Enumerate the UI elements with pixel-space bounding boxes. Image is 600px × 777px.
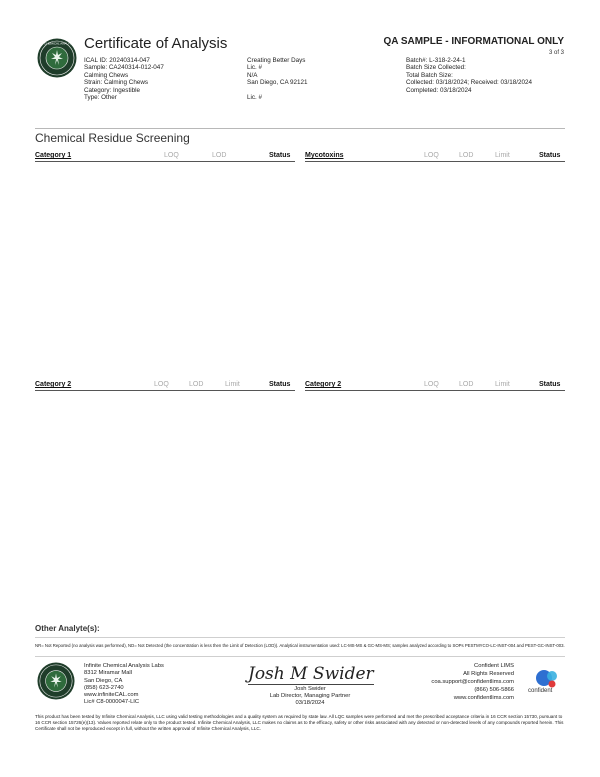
other-analytes-divider [35, 637, 565, 638]
sample-id: Sample: CA240314-012-047 [84, 64, 164, 72]
footer-divider [35, 656, 565, 657]
category: Category: Ingestible [84, 86, 141, 94]
column-status: Status [539, 152, 561, 159]
total-batch-size: Total Batch Size: [406, 71, 453, 79]
confident-phone: (866) 506-5866 [474, 686, 514, 693]
strain: Strain: Calming Chews [84, 79, 149, 87]
other-analytes-heading: Other Analyte(s): [35, 624, 100, 633]
column-loq: LOQ [154, 381, 169, 388]
column-limit: Limit [495, 152, 510, 159]
client-na: N/A [247, 71, 258, 79]
product-name: Calming Chews [84, 71, 129, 79]
lab-website: www.infiniteCAL.com [84, 692, 139, 699]
type: Type: Other [84, 94, 117, 102]
column-category: Mycotoxins [305, 152, 344, 159]
client-city: San Diego, CA 92121 [247, 79, 308, 87]
sample-info-column-1 [84, 57, 164, 101]
table-header-category-1 [35, 151, 295, 160]
client-license: Lic. # [247, 64, 263, 72]
column-loq: LOQ [424, 381, 439, 388]
collected-received: Collected: 03/18/2024; Received: 03/18/2024 [406, 79, 533, 87]
table-header-rule [305, 161, 565, 162]
sample-info-column-2 [247, 57, 308, 101]
lab-city: San Diego, CA [84, 677, 123, 684]
document-title: Certificate of Analysis [84, 35, 228, 52]
signature-image [242, 660, 372, 684]
column-loq: LOQ [424, 152, 439, 159]
column-lod: LOD [459, 381, 474, 388]
qa-sample-label: QA SAMPLE - INFORMATIONAL ONLY [383, 36, 564, 47]
table-header-mycotoxins [305, 151, 565, 160]
column-loq: LOQ [164, 152, 179, 159]
batch-number: Batch#: L-318-2-24-1 [406, 57, 466, 64]
client-name: Creating Better Days [247, 57, 306, 64]
legal-disclaimer: This product has been tested by Infinite Chemical Analysis, LLC using valid testing methodologies and a quality system as required by state law. All LQC samples were performed and met the prescribed acceptance criteria in 16 CCR section 15730, pursuant to 16 CCR section 15726(e)(13). Values reported relate only to the product tested. Infinite Chemical Analysis, LLC makes no claims as to the efficacy, safety or other risks associated with any detected or non-detected levels of any compounds reported herein. This Certificate shall not be reproduced except in full, without the written approval of Infinite Chemical Analysis, LLC. [35, 714, 564, 731]
column-status: Status [539, 381, 561, 388]
confident-website: www.confidentlims.com [453, 694, 514, 701]
lab-phone: (858) 623-2740 [84, 684, 124, 691]
column-lod: LOD [459, 152, 474, 159]
lab-license: Lic# C8-0000047-LIC [84, 699, 140, 706]
table-header-rule [35, 390, 295, 391]
signature-line [248, 684, 374, 685]
lab-contact-block [84, 663, 164, 707]
completed-date: Completed: 03/18/2024 [406, 86, 472, 94]
section-title: Chemical Residue Screening [35, 131, 190, 145]
column-category: Category 1 [35, 152, 72, 159]
notes-disclaimer: NR= Not Reported (no analysis was performed), ND= Not Detected (the concentration is less then the Limit of Detection (LOD)). Analytical instrumentation used: LC-MS-MS & GC-MS-MS; samples analyzed according to SOPs PESTMYCO-LC-INST-004 and PEST-GC-INST-003. [35, 643, 565, 648]
confident-contact-block [431, 663, 514, 703]
batch-size-collected: Batch Size Collected: [406, 64, 466, 72]
signer-role: Lab Director, Managing Partner [269, 692, 351, 699]
signature-block [240, 686, 380, 706]
signature-date: 03/18/2024 [295, 699, 325, 706]
column-status: Status [269, 152, 291, 159]
signature-script: Josh M Swider [248, 664, 374, 684]
table-header-rule [305, 390, 565, 391]
sample-info-column-3 [406, 57, 532, 94]
signer-name: Josh Swider [294, 686, 326, 692]
column-lod: LOD [212, 152, 227, 159]
seal-text: INFINITE CHEMICAL ANALYSIS LABS [30, 41, 84, 46]
column-status: Status [269, 381, 291, 388]
section-divider [35, 128, 565, 129]
confident-rights: All Rights Reserved [463, 670, 514, 677]
confident-logo-icon [530, 668, 566, 700]
confident-email: coa.support@confidentlims.com [431, 678, 514, 685]
column-lod: LOD [189, 381, 204, 388]
column-category: Category 2 [35, 381, 72, 388]
column-limit: Limit [225, 381, 240, 388]
ical-id: ICAL ID: 20240314-047 [84, 57, 150, 64]
column-category: Category 2 [305, 381, 342, 388]
page-number: 3 of 3 [548, 50, 564, 56]
lab-street: 8312 Miramar Mall [84, 670, 132, 677]
confident-name: Confident LIMS [474, 663, 514, 669]
lab-seal-logo-footer [37, 662, 75, 700]
column-limit: Limit [495, 381, 510, 388]
client-license-2: Lic. # [247, 94, 263, 102]
table-header-category-2-right [305, 380, 565, 389]
lab-seal-logo [30, 38, 84, 78]
table-header-category-2-left [35, 380, 295, 389]
table-header-rule [35, 161, 295, 162]
lab-name: Infinite Chemical Analysis Labs [84, 663, 164, 669]
confident-logo-text: confident [528, 688, 553, 694]
